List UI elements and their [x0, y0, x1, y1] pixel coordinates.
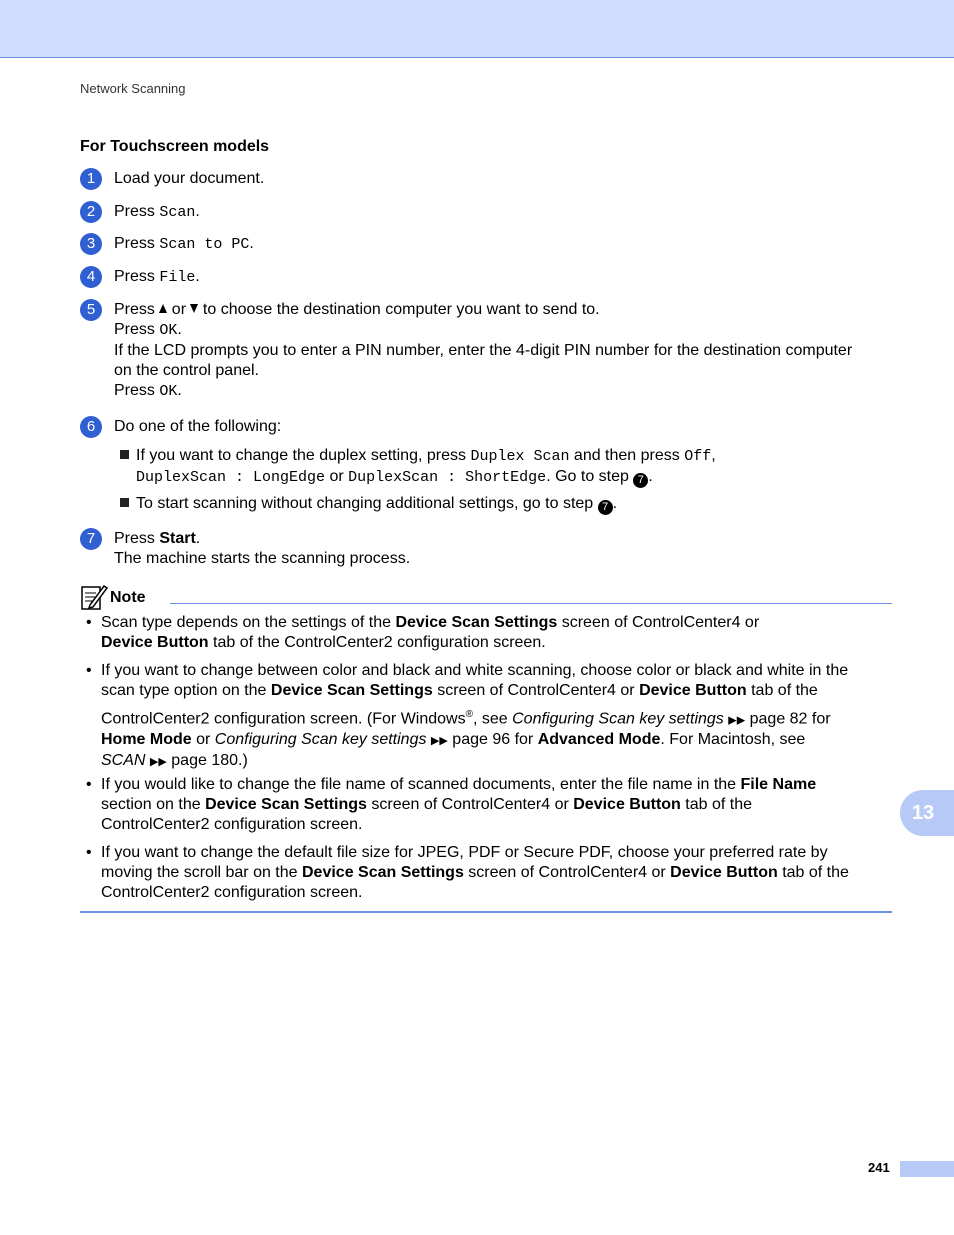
step-ref-icon: 7 [598, 500, 613, 515]
step-number: 4 [80, 266, 102, 288]
double-arrow-icon: ▶▶ [728, 714, 746, 727]
header-band [0, 0, 954, 58]
footer-band [900, 1161, 954, 1177]
square-bullet-icon [120, 450, 129, 459]
note-title: Note [110, 589, 146, 606]
square-bullet-icon [120, 498, 129, 507]
note-divider [170, 603, 892, 604]
double-arrow-icon: ▶▶ [149, 756, 167, 769]
step-ref-icon: 7 [633, 473, 648, 488]
double-arrow-icon: ▶▶ [430, 735, 448, 748]
step-text: Do one of the following: [114, 418, 282, 435]
step-6-option-2: To start scanning without changing additional settings, go to step 7 . [120, 494, 900, 515]
step-text: Load your document. [114, 170, 265, 187]
step-number: 1 [80, 168, 102, 190]
step-text: Press Scan to PC. [114, 235, 254, 253]
step-text: Press Scan. [114, 203, 200, 221]
chapter-tab: 13 [900, 790, 954, 836]
step-number: 5 [80, 299, 102, 321]
step-number: 7 [80, 528, 102, 550]
step-6-option-1: If you want to change the duplex setting, press Duplex Scan and then press Off, DuplexScan : LongEdge or DuplexScan : ShortEdge. Go to step 7 . [120, 446, 900, 488]
note-header [80, 583, 892, 607]
step-text: Press Start. The machine starts the scanning process. [114, 530, 411, 567]
section-label: Network Scanning [80, 81, 186, 96]
step-number: 3 [80, 233, 102, 255]
note-pencil-icon [80, 583, 108, 611]
step-text: Press or to choose the destination computer you want to send to. Press OK. If the LCD prompts you to enter a PIN number, enter the 4-digit PIN number for the destination computer on the control panel. Press OK. [114, 301, 853, 400]
page-number: 241 [868, 1160, 890, 1175]
step-number: 2 [80, 201, 102, 223]
page-heading: For Touchscreen models [80, 138, 270, 155]
step-text: Press File. [114, 268, 200, 286]
step-number: 6 [80, 416, 102, 438]
note-bottom-rule [80, 911, 892, 913]
